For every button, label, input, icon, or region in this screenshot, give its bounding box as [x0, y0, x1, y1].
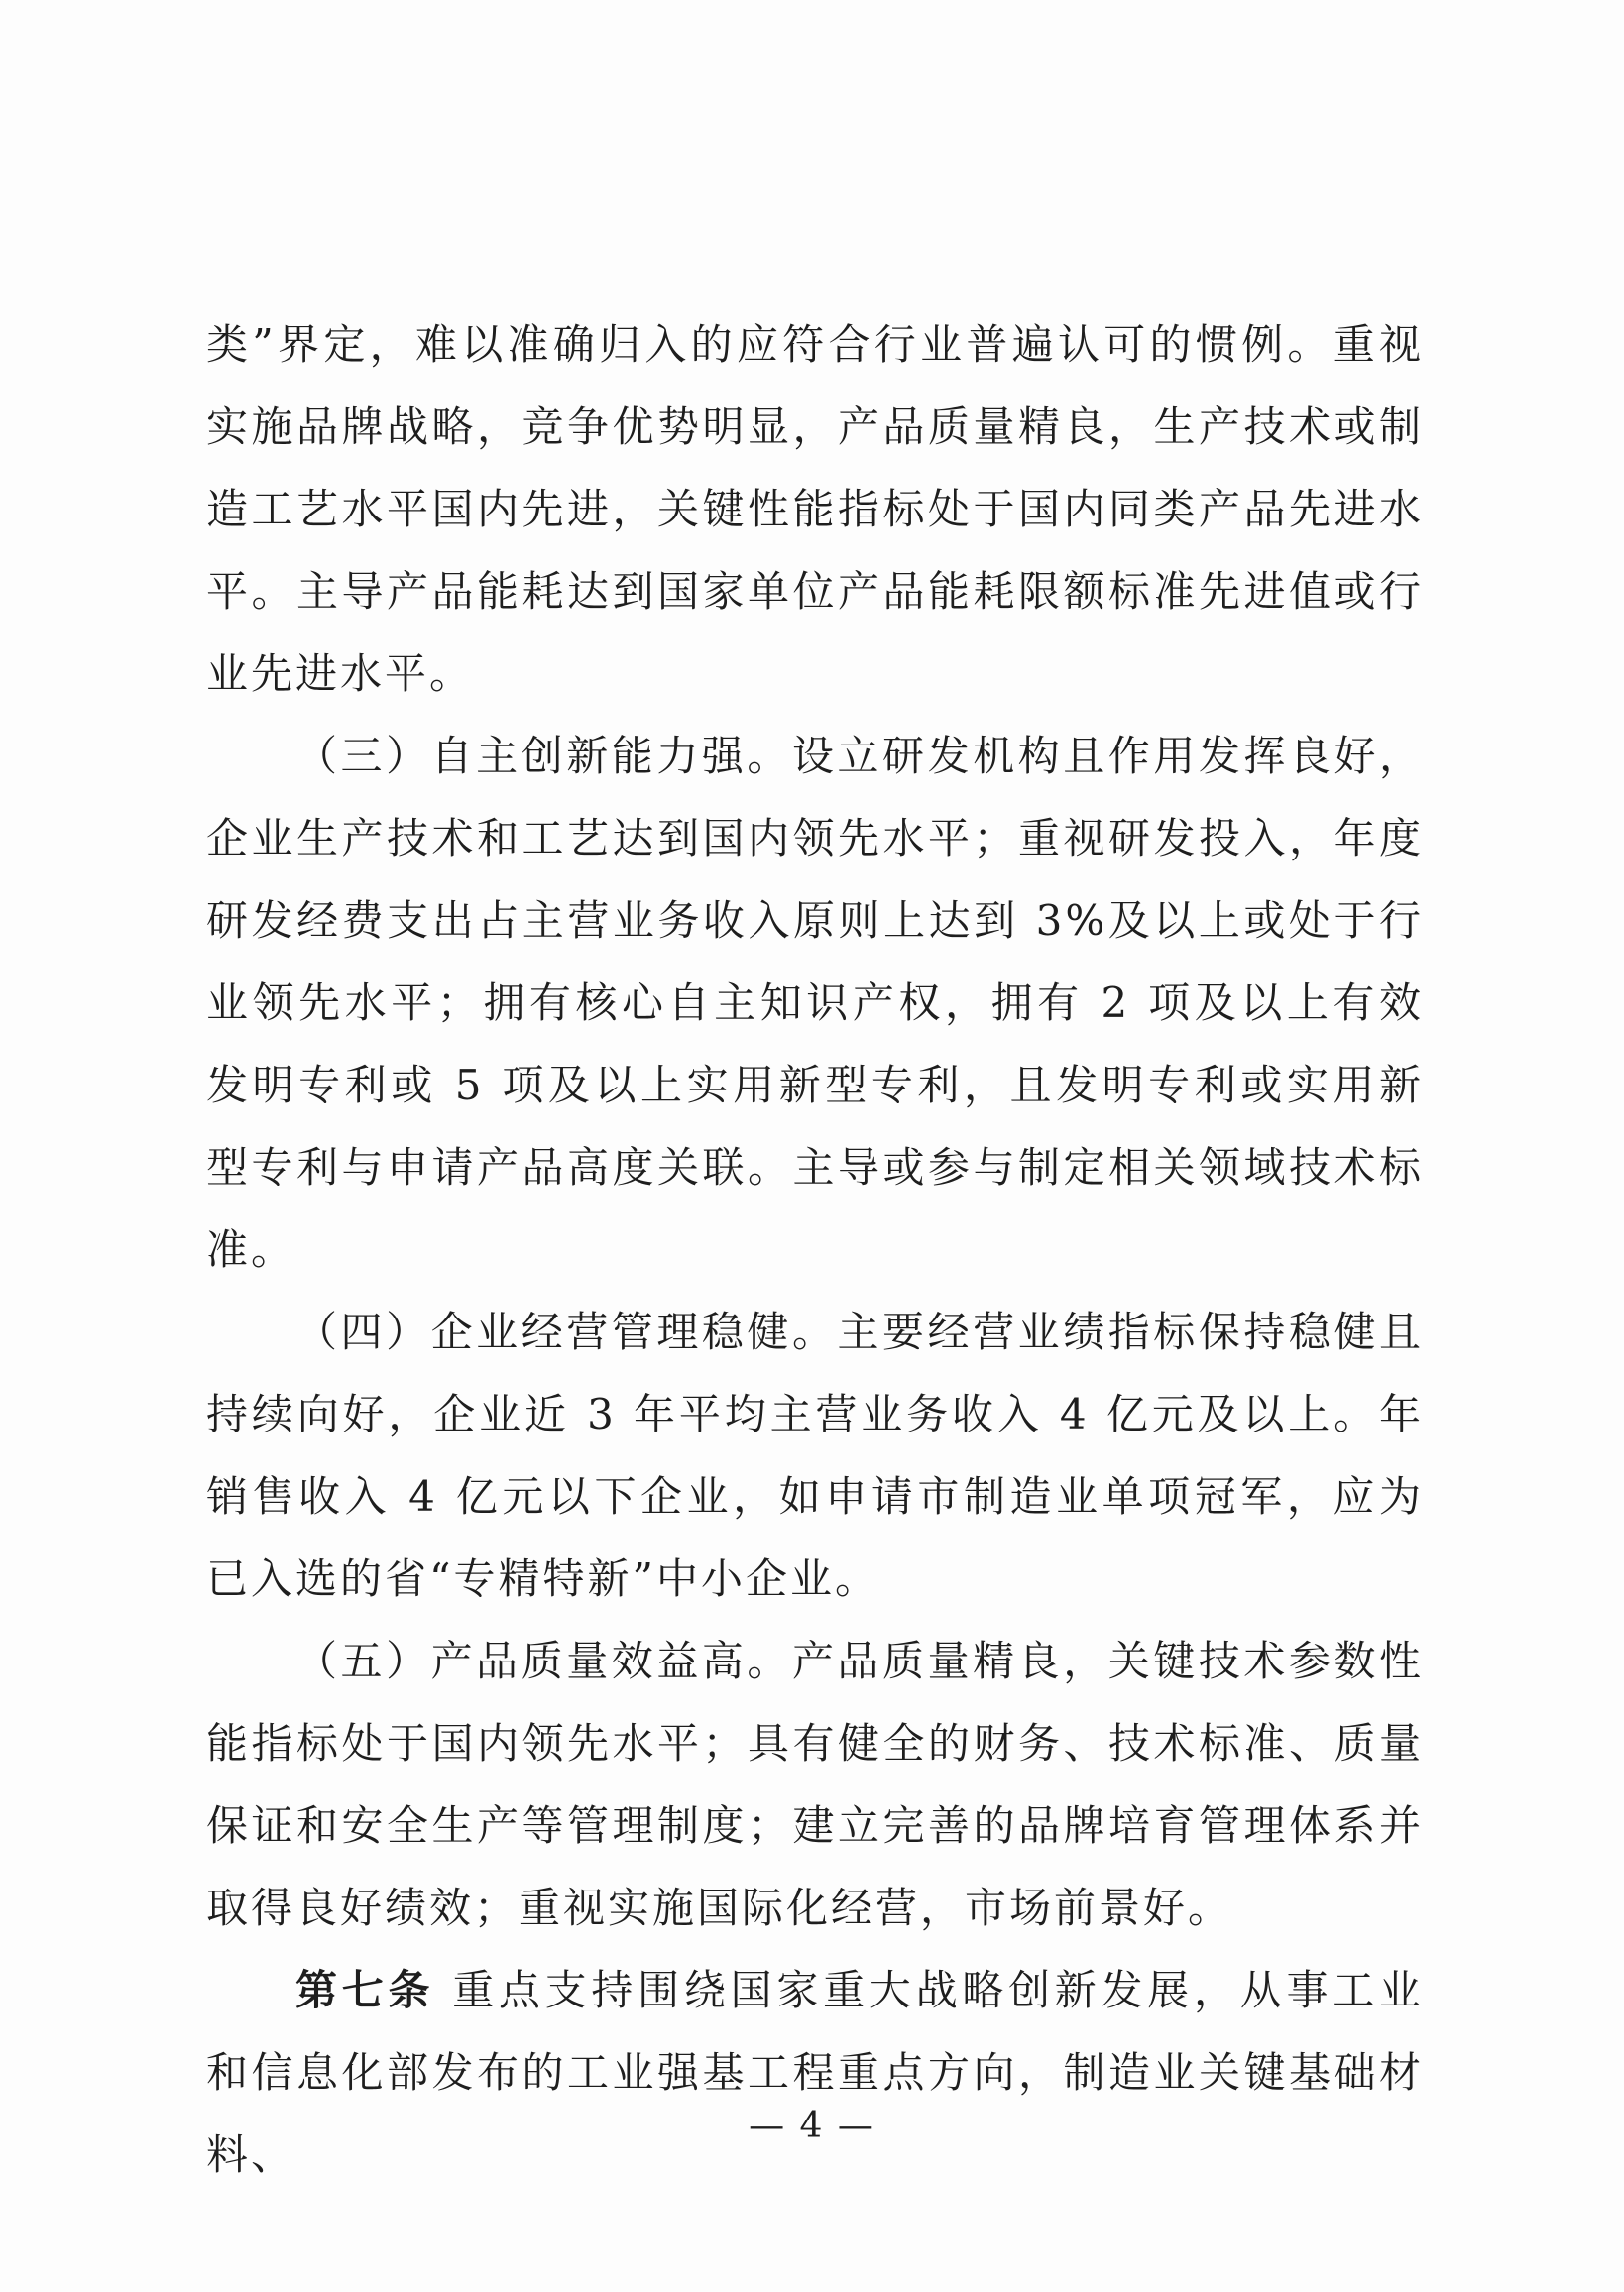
paragraph-quality: （五）产品质量效益高。产品质量精良，关键技术参数性能指标处于国内领先水平；具有健全的财务、技术标准、质量保证和安全生产等管理制度；建立完善的品牌培育管理体系并取得良好绩效；重视实施国际化经营，市场前景好。 [206, 1637, 1424, 1932]
article-text: 重点支持围绕国家重大战略创新发展，从事工业和信息化部发布的工业强基工程重点方向，制造业关键基础材料、 [206, 1966, 1424, 2179]
paragraph-innovation: （三）自主创新能力强。设立研发机构且作用发挥良好，企业生产技术和工艺达到国内领先水平；重视研发投入，年度研发经费支出占主营业务收入原则上达到 3%及以上或处于行业领先水平；拥有核心自主知识产权，拥有 2 项及以上有效发明专利或 5 项及以上实用新型专利，且发明专利或实用新型专利与申请产品高度关联。主导或参与制定相关领域技术标准。 [206, 732, 1424, 1274]
paragraph-article-seven [206, 1949, 1424, 2196]
page-number: — 4 — [749, 2106, 875, 2146]
paragraph-management: （四）企业经营管理稳健。主要经营业绩指标保持稳健且持续向好，企业近 3 年平均主营业务收入 4 亿元及以上。年销售收入 4 亿元以下企业，如申请市制造业单项冠军，应为已入选的省“专精特新”中小企业。 [206, 1308, 1424, 1603]
document-body [206, 303, 1424, 2196]
article-label: 第七条 [295, 1966, 435, 2014]
paragraph-continuation: 类”界定，难以准确归入的应符合行业普遍认可的惯例。重视实施品牌战略，竞争优势明显，产品质量精良，生产技术或制造工艺水平国内先进，关键性能指标处于国内同类产品先进水平。主导产品能耗达到国家单位产品能耗限额标准先进值或行业先进水平。 [206, 320, 1424, 698]
